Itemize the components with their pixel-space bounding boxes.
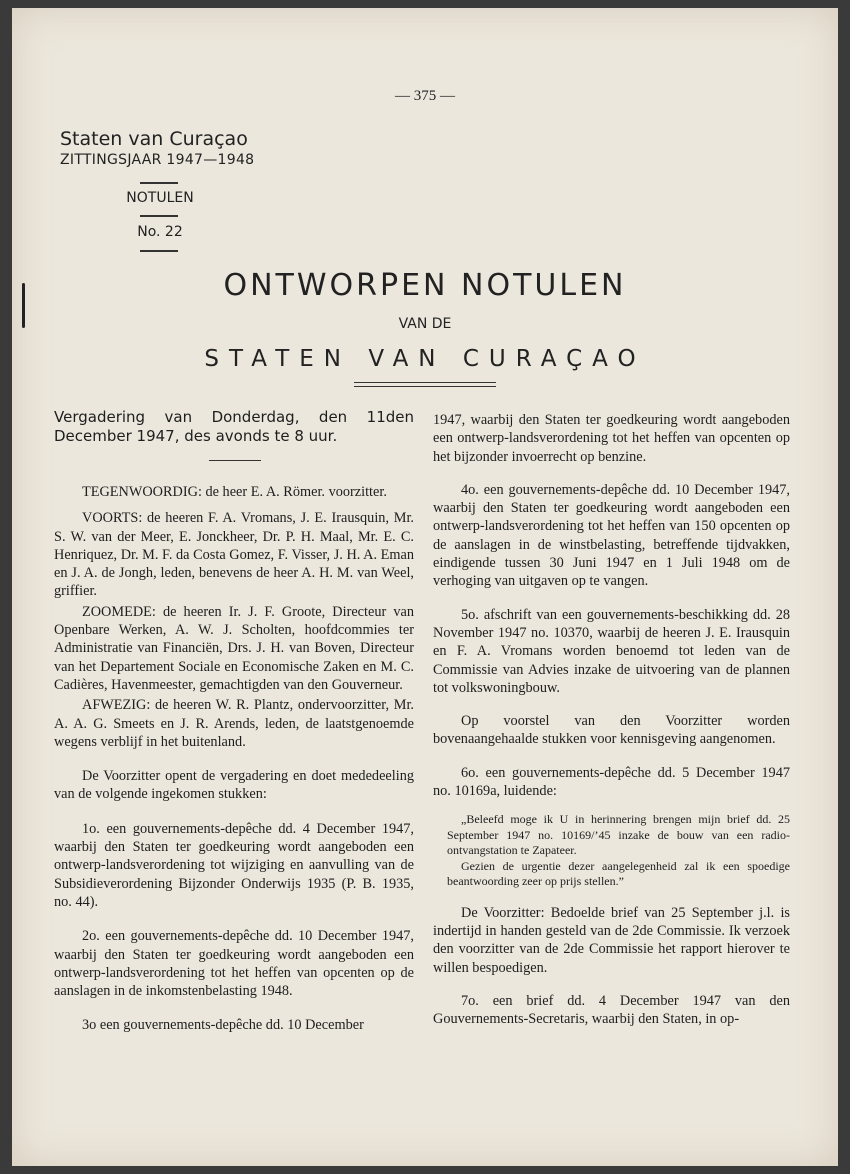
- paragraph: De Voorzitter: Bedoelde brief van 25 September j.l. is indertijd in handen gesteld van de 2de Commissie. Ik verzoek den voorzitter van de 2de Commissie het rapport hierover te willen bespoedigen.: [433, 904, 790, 976]
- list-item: 3o een gouvernements-depêche dd. 10 December: [82, 1017, 364, 1034]
- quote-paragraph: Gezien de urgentie dezer aangelegenheid zal ik een spoedige beantwoording zeer op prijs stellen.”: [447, 858, 790, 889]
- list-item: 1o. een gouvernements-depêche dd. 4 December 1947, waarbij den Staten ter goedkeuring wordt aangeboden een ontwerp-landsverordening tot wijziging en aanvulling van de Subsidieverordening Bijzonder Onderwijs 1935 (P. B. 1935, no. 44).: [54, 820, 414, 910]
- paragraph: 1947, waarbij den Staten ter goedkeuring wordt aangeboden een ontwerp-landsverordening tot het heffen van opcenten op het bijzonder invoerrecht op benzine.: [433, 412, 790, 465]
- list-item: 5o. afschrift van een gouvernements-beschikking dd. 28 November 1947 no. 10370, waarbij de heeren J. E. Irausquin en F. A. Vromans worden benoemd tot leden van de Commissie van Advies inzake de uitvoering van de plannen tot volkswoningbouw.: [433, 606, 790, 696]
- left-column: [54, 408, 414, 1035]
- meeting-heading: Vergadering van Donderdag, den 11den December 1947, des avonds te 8 uur.: [54, 408, 414, 445]
- list-item: 6o. een gouvernements-depêche dd. 5 December 1947 no. 10169a, luidende:: [433, 764, 790, 800]
- header-title: Staten van Curaçao: [60, 128, 248, 150]
- divider: [140, 215, 178, 217]
- notulen-label: NOTULEN: [126, 190, 194, 206]
- quote-paragraph: „Beleefd moge ik U in herinnering brengen mijn brief dd. 25 September 1947 no. 10169/’45 inzake de bouw van een radio-ontvangstation te Zapateer.: [447, 812, 790, 858]
- right-column: [433, 411, 790, 1029]
- paragraph: AFWEZIG: de heeren W. R. Plantz, ondervoorzitter, Mr. A. A. G. Smeets en J. R. Arends, leden, de laatstgenoemde wegens verblijf in het buitenland.: [54, 697, 414, 750]
- page-number: — 375 —: [395, 88, 455, 104]
- quoted-letter: [433, 812, 790, 890]
- paragraph: VOORTS: de heeren F. A. Vromans, J. E. Irausquin, Mr. S. W. van der Meer, E. Jonckheer, Dr. P. H. Maal, Mr. E. C. Henriquez, Dr. M. F. da Costa Gomez, F. Visser, J. H. A. Eman en J. A. de Jongh, leden, benevens de heer A. H. M. van Weel, griffier.: [54, 510, 414, 600]
- title-rule: [354, 382, 496, 383]
- list-item: 2o. een gouvernements-depêche dd. 10 December 1947, waarbij den Staten ter goedkeuring wordt aangeboden een ontwerp-landsverordening tot het heffen van opcenten op de aanslagen in de inkomstenbelasting 1948.: [54, 928, 414, 1000]
- paragraph: De Voorzitter opent de vergadering en doet mededeeling van de volgende ingekomen stukken:: [54, 768, 414, 803]
- document-number: No. 22: [137, 224, 183, 240]
- divider: [140, 250, 178, 252]
- paragraph: ZOOMEDE: de heeren Ir. J. F. Groote, Directeur van Openbare Werken, A. W. J. Scholten, hoofdcommies ter Administratie van Financiën, Drs. J. H. van Boven, Directeur van het Departement Sociale en Economische Zaken en M. C. Cadières, Havenmeester, gemachtigden van den Gouverneur.: [54, 603, 414, 693]
- document-header: [60, 128, 254, 168]
- subtitle-van-de: VAN DE: [398, 316, 452, 332]
- divider: [140, 182, 178, 184]
- main-title: ONTWORPEN NOTULEN: [223, 268, 627, 303]
- divider: [209, 460, 261, 461]
- list-item: 4o. een gouvernements-depêche dd. 10 December 1947, waarbij den Staten ter goedkeuring wordt aangeboden een ontwerp-landsverordening tot het heffen van 150 opcenten op de aanslagen in de winstbelasting, betreffende tijdvakken, eindigende tussen 30 Juni 1947 en 1 Juli 1948 om de verhoging van uitgaven op te vangen.: [433, 481, 790, 590]
- paragraph: Op voorstel van den Voorzitter worden bovenaangehaalde stukken voor kennisgeving aangenomen.: [433, 713, 790, 748]
- list-item: 7o. een brief dd. 4 December 1947 van den Gouvernements-Secretaris, waarbij den Staten, in op-: [433, 993, 790, 1028]
- title-rule: [354, 386, 496, 387]
- session-year: ZITTINGSJAAR 1947—1948: [60, 152, 255, 168]
- staten-title: STATEN VAN CURAÇAO: [204, 346, 646, 372]
- paragraph: TEGENWOORDIG: de heer E. A. Römer. voorzitter.: [82, 484, 387, 500]
